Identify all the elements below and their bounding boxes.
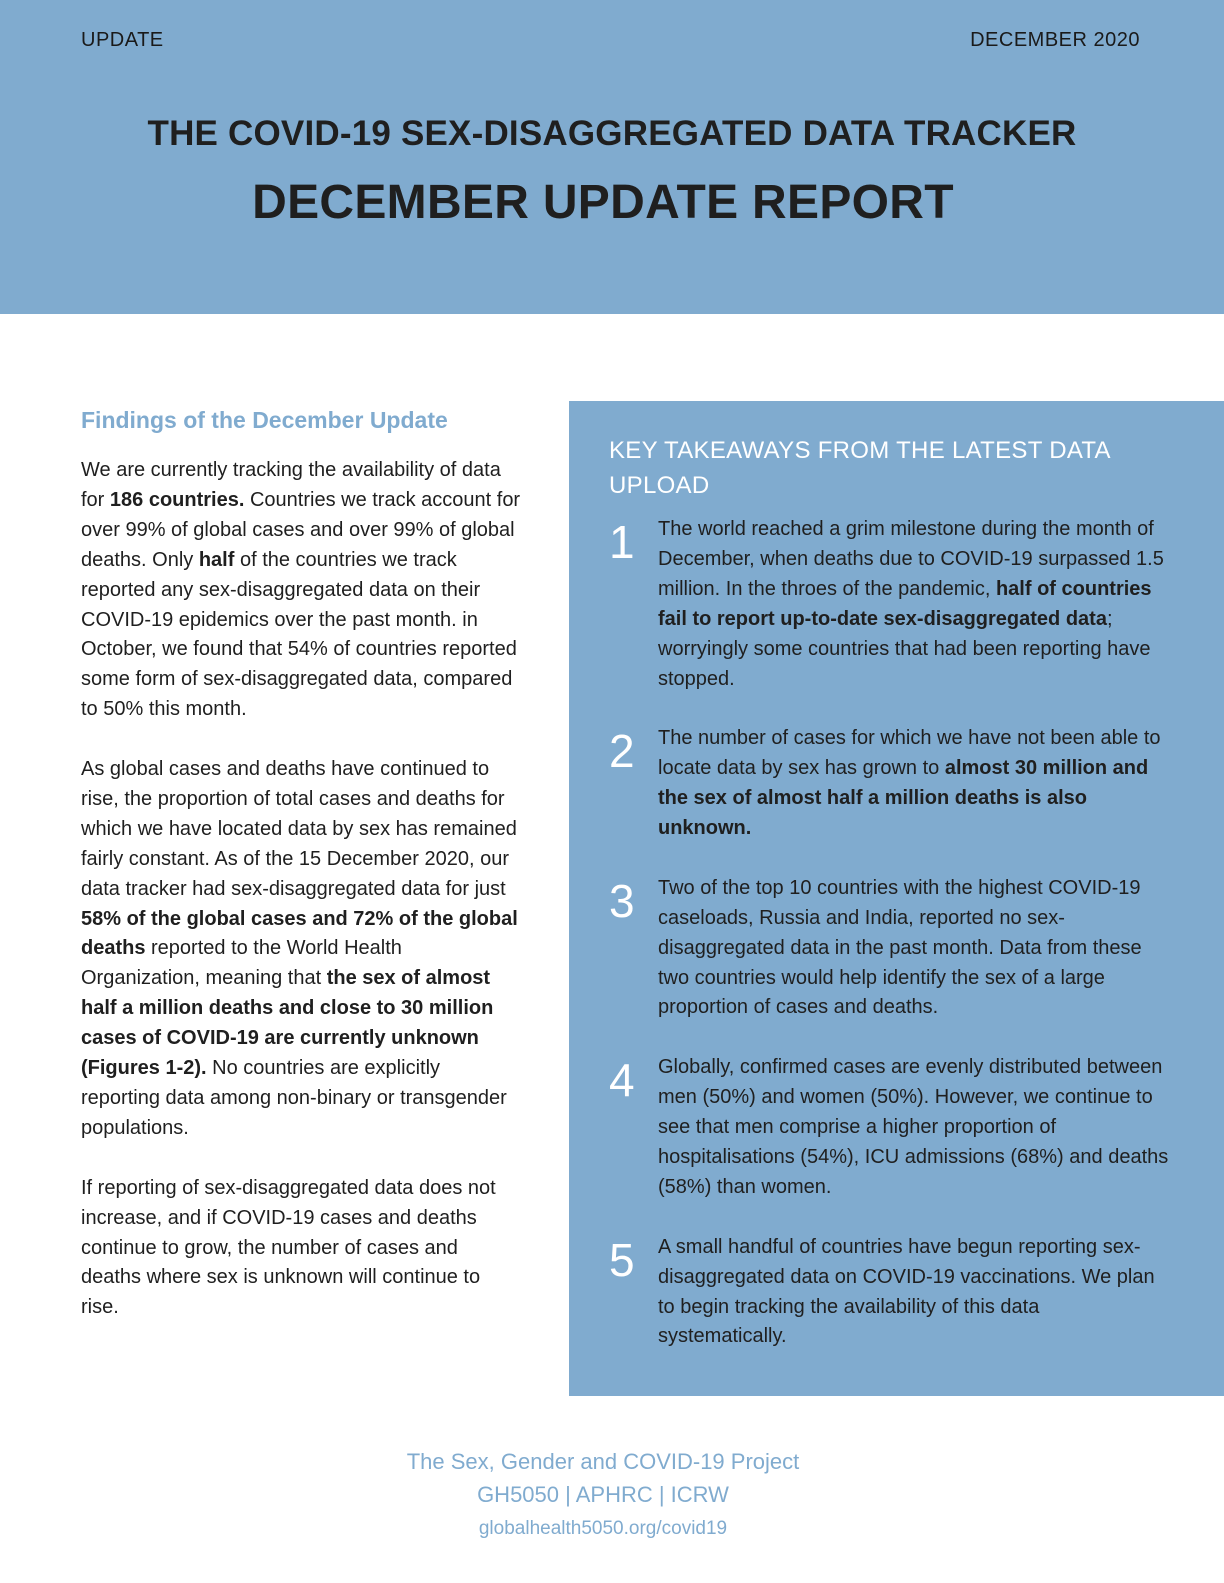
report-subtitle: DECEMBER UPDATE REPORT xyxy=(252,176,954,229)
footer-url[interactable]: globalhealth5050.org/covid19 xyxy=(478,1518,728,1539)
footer-partners: GH5050 | APHRC | ICRW xyxy=(477,1482,729,1507)
bold-text: almost 30 million and the sex of almost half a million deaths is also unknown. xyxy=(658,757,1149,840)
takeaway-text xyxy=(658,1233,1169,1353)
bold-text: half of countries fail to report up-to-date sex-disaggregated data xyxy=(658,577,1152,630)
text: We are currently tracking the availability of data for xyxy=(81,459,501,511)
text: If reporting of sex-disaggregated data does not increase, and if COVID-19 cases and deaths continue to grow, the number of cases and deaths where sex is unknown will continue to rise. xyxy=(81,1176,496,1319)
takeaway-text xyxy=(658,874,1169,1024)
takeaway-number: 5 xyxy=(609,1233,635,1286)
takeaway-text xyxy=(658,724,1169,844)
findings-paragraph xyxy=(81,1174,521,1324)
takeaway-text xyxy=(658,1053,1169,1203)
key-takeaways-list xyxy=(609,515,1169,1382)
text: No countries are explicitly reporting data among non-binary or transgender populations. xyxy=(81,1057,507,1139)
text: Countries we track account for over 99% of global cases and over 99% of global deaths. Only xyxy=(81,488,521,571)
text: The number of cases for which we have not been able to locate data by sex has grown to xyxy=(658,727,1161,780)
findings-paragraphs xyxy=(81,456,521,1323)
findings-paragraph xyxy=(81,755,521,1144)
takeaway-item xyxy=(609,1233,1169,1353)
findings-section xyxy=(81,407,521,1353)
findings-heading: Findings of the December Update xyxy=(81,407,448,433)
takeaway-item xyxy=(609,515,1169,694)
header-banner xyxy=(0,0,1224,314)
text: Two of the top 10 countries with the highest COVID-19 caseloads, Russia and India, reported no sex-disaggregated data in the past month. Data from these two countries would help identify the sex of a large proportion of cases and deaths. xyxy=(658,876,1142,1019)
key-takeaways-heading: KEY TAKEAWAYS FROM THE LATEST DATA UPLOAD xyxy=(609,437,1110,499)
report-title: THE COVID-19 SEX-DISAGGREGATED DATA TRACKER xyxy=(147,114,1077,153)
takeaway-number: 4 xyxy=(609,1054,635,1107)
takeaway-item xyxy=(609,874,1169,1024)
date-label: DECEMBER 2020 xyxy=(970,29,1140,51)
footer xyxy=(0,1446,1206,1546)
text: As global cases and deaths have continued to rise, the proportion of total cases and deaths for which we have located data by sex has remained fairly constant. As of the 15 December 2020, our data tracker had sex-disaggregated data for just xyxy=(81,758,517,900)
text: reported to the World Health Organization, meaning that xyxy=(81,937,402,990)
takeaway-item xyxy=(609,1053,1169,1203)
text: of the countries we track reported any sex-disaggregated data on their COVID-19 epidemics over the past month. in October, we found that 54% of countries reported some form of sex-disaggregated data, compared to 50% this month. xyxy=(81,548,517,721)
text: The world reached a grim milestone during the month of December, when deaths due to COVID-19 surpassed 1.5 million. In the throes of the pandemic, xyxy=(658,518,1164,600)
takeaway-number: 3 xyxy=(609,874,635,927)
bold-text: half xyxy=(198,548,235,571)
key-takeaways-panel xyxy=(569,401,1224,1396)
update-label: UPDATE xyxy=(81,29,164,51)
takeaway-item xyxy=(609,724,1169,844)
text: ; worryingly some countries that had been reporting have stopped. xyxy=(658,607,1151,690)
footer-project: The Sex, Gender and COVID-19 Project xyxy=(406,1449,800,1474)
text: A small handful of countries have begun reporting sex-disaggregated data on COVID-19 vaccinations. We plan to begin tracking the availability of this data systematically. xyxy=(658,1235,1155,1348)
bold-text: 186 countries. xyxy=(109,488,245,511)
takeaway-number: 2 xyxy=(609,725,635,778)
takeaway-number: 1 xyxy=(609,516,635,568)
takeaway-text xyxy=(658,515,1169,694)
bold-text: the sex of almost half a million deaths and close to 30 million cases of COVID-19 are currently unknown (Figures 1-2). xyxy=(81,967,494,1080)
findings-paragraph xyxy=(81,456,521,725)
bold-text: 58% of the global cases and 72% of the global deaths xyxy=(81,907,518,960)
text: Globally, confirmed cases are evenly distributed between men (50%) and women (50%). However, we continue to see that men comprise a higher proportion of hospitalisations (54%), ICU admissions (68%) and deaths (58%) than women. xyxy=(658,1056,1169,1198)
